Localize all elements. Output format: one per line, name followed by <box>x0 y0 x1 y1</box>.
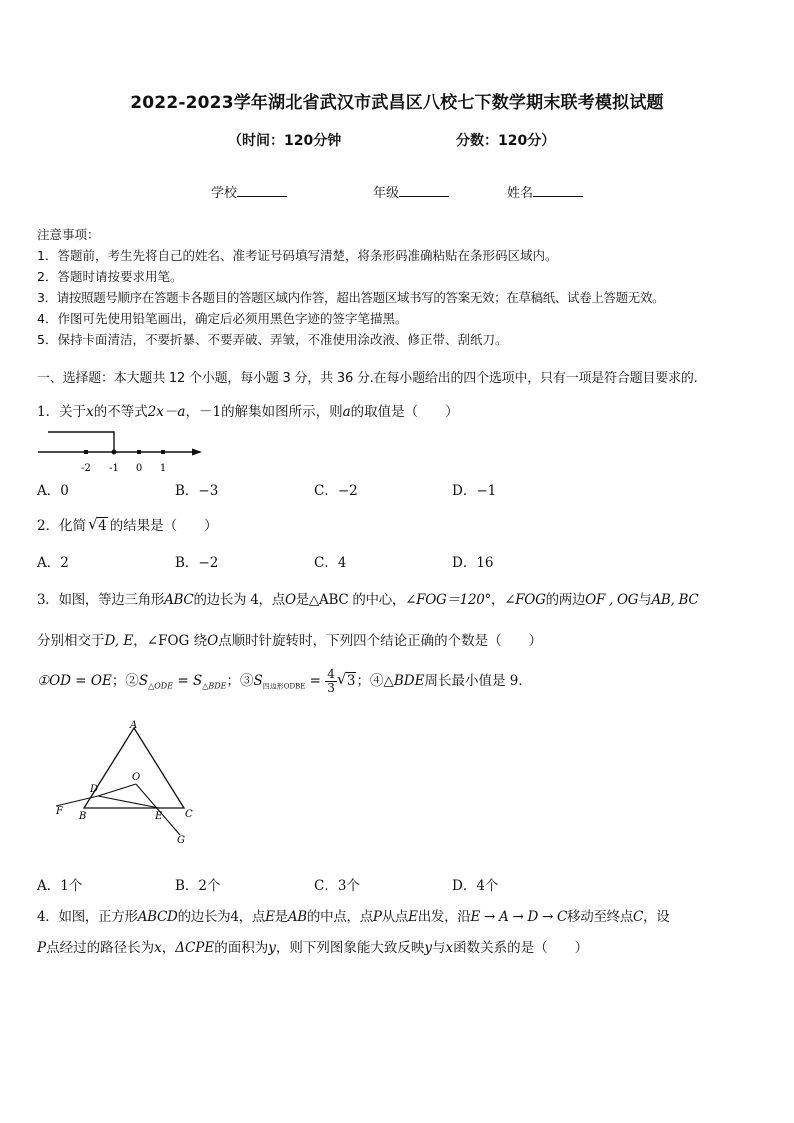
ray-of <box>56 796 98 806</box>
q3-text: ， <box>491 592 505 608</box>
q3-option-c[interactable]: C．3个 <box>314 878 360 894</box>
solution-set-bracket <box>48 432 114 452</box>
number-line-figure <box>34 426 214 474</box>
q4-text: ，设 <box>643 909 670 925</box>
q4-text: 函数关系的是（ ） <box>453 940 589 956</box>
q3-math: ∠FOG <box>504 592 546 608</box>
notes-block <box>37 224 664 350</box>
q2-option-b[interactable]: B．−2 <box>175 555 219 571</box>
q3-math: AB, BC <box>651 592 699 608</box>
question-3-line2 <box>37 629 542 649</box>
question-3-line1 <box>37 588 698 608</box>
q3-math: 四边形ODBE <box>262 682 306 691</box>
tick-label: 0 <box>135 463 143 474</box>
q3-text: ，∠FOG 绕 <box>133 633 208 649</box>
name-field <box>507 182 583 201</box>
q4-math: ΔCPE <box>175 940 215 956</box>
fraction <box>325 668 337 695</box>
q2-text: 2．化简 <box>37 518 87 534</box>
q2-text: 的结果是（ ） <box>109 518 218 534</box>
exam-time: （时间：120分钟 <box>228 133 342 149</box>
section-heading: 一、选择题：本大题共 12 个小题，每小题 3 分，共 36 分.在每小题给出的四个选项中，只有一项是符合题目要求的. <box>37 371 698 386</box>
q3-text: ；④ <box>356 673 384 689</box>
q3-text: ；③ <box>226 673 254 689</box>
fraction-denominator: 3 <box>327 681 335 695</box>
q1-option-a[interactable]: A．0 <box>37 483 69 499</box>
conclusion-1: ①OD = OE <box>37 673 112 689</box>
q4-text: 4．如图，正方形 <box>37 909 138 925</box>
q3-text: 点顺时针旋转时，下列四个结论正确的个数是（ ） <box>218 633 543 649</box>
q3-text: ；② <box>111 673 139 689</box>
q3-text: 的两边 <box>545 592 586 608</box>
q3-math: S <box>138 673 149 689</box>
school-blank[interactable] <box>237 183 287 197</box>
label-g: G <box>177 835 185 846</box>
q3-math: O <box>207 633 219 649</box>
q3-math: S <box>192 673 203 689</box>
label-c: C <box>185 809 193 820</box>
q4-text: 的边长为4，点 <box>177 909 266 925</box>
tick-label: -1 <box>109 463 119 474</box>
tick-label: 1 <box>159 463 167 474</box>
q3-option-d[interactable]: D．4个 <box>452 878 499 894</box>
q3-math: = <box>305 673 326 689</box>
q2-option-d[interactable]: D．16 <box>452 555 494 571</box>
radicand: 4 <box>98 518 107 534</box>
radical-icon: √ <box>336 670 347 688</box>
q3-text: 周长最小值是 9． <box>424 673 532 689</box>
tick-mark <box>161 450 165 454</box>
note-item: 2．答题时请按要求用笔。 <box>37 269 183 284</box>
triangle-figure <box>50 718 210 846</box>
q1-text: ，－1 <box>185 404 222 420</box>
q4-math: E <box>265 909 275 925</box>
q4-text: 出发，沿 <box>417 909 471 925</box>
school-field <box>211 182 287 201</box>
q3-math: ABC <box>164 592 194 608</box>
q3-math: △ODE <box>148 681 174 691</box>
q3-math: △BDE <box>202 681 227 691</box>
grade-label: 年级 <box>373 186 400 201</box>
q3-math: △BDE <box>383 673 425 689</box>
q3-option-b[interactable]: B．2个 <box>175 878 221 894</box>
q1-option-c[interactable]: C．−2 <box>314 483 358 499</box>
label-b: B <box>79 811 87 822</box>
q4-text: 是 <box>274 909 288 925</box>
radical-icon: √ <box>88 515 98 533</box>
q3-text: 是△ABC 的中心， <box>295 592 406 608</box>
label-d: D <box>90 784 99 795</box>
question-2 <box>37 514 218 534</box>
q4-math: C <box>633 909 644 925</box>
label-a: A <box>130 720 138 731</box>
q3-text: 的边长为 4，点 <box>193 592 285 608</box>
q4-text: 的中点，点 <box>306 909 373 925</box>
question-4-line1 <box>37 905 669 925</box>
label-f: F <box>56 806 63 817</box>
note-item: 1．答题前，考生先将自己的姓名、准考证号码填写清楚，将条形码准确粘贴在条形码区域内。 <box>37 248 558 263</box>
q1-var-a: a <box>342 404 351 420</box>
label-e: E <box>155 811 163 822</box>
school-label: 学校 <box>211 186 238 201</box>
name-label: 姓名 <box>507 186 534 201</box>
segment-do <box>98 784 136 796</box>
q4-text: ，则下列图象能大致反映 <box>275 940 425 956</box>
q1-text: 1．关于 <box>37 404 87 420</box>
q1-text: 的不等式 <box>93 404 148 420</box>
q1-option-d[interactable]: D．−1 <box>452 483 497 499</box>
question-3-conclusions <box>37 668 532 695</box>
q3-math: ∠FOG＝120° <box>405 592 492 608</box>
q3-math: D, E <box>104 633 134 649</box>
sqrt-expression <box>88 515 108 534</box>
q3-math: S <box>253 673 263 689</box>
q4-math: P <box>37 940 47 956</box>
q4-text: 的面积为 <box>214 940 269 956</box>
radicand: 3 <box>346 673 356 689</box>
q3-math: OF , OG <box>585 592 639 608</box>
q3-option-a[interactable]: A．1个 <box>37 878 83 894</box>
tick-mark <box>137 450 141 454</box>
note-item: 5．保持卡面清洁，不要折暴、不要弄破、弄皱，不准使用涂改液、修正带、刮纸刀。 <box>37 332 508 347</box>
note-item: 4．作图可先使用铅笔画出，确定后必须用黑色字迹的签字笔描黑。 <box>37 311 408 326</box>
q1-option-b[interactable]: B．−3 <box>175 483 219 499</box>
q4-math: E <box>408 909 418 925</box>
q1-text: 的取值是（ ） <box>350 404 459 420</box>
q4-math: AB <box>287 909 307 925</box>
q3-text: 与 <box>638 592 652 608</box>
tick-mark <box>84 450 88 454</box>
q1-var-x: x <box>86 404 94 420</box>
q4-math: P <box>372 909 382 925</box>
q4-text: 点经过的路径长为 <box>46 940 155 956</box>
note-item: 3．请按照题号顺序在答题卡各题目的答题区域内作答，超出答题区域书写的答案无效；在草稿纸、试卷上答题无效。 <box>37 290 665 305</box>
q4-math: y <box>424 940 433 956</box>
q1-expr: 2x－a <box>147 404 186 420</box>
q4-math: y <box>268 940 276 956</box>
question-1 <box>37 400 459 420</box>
q3-text: 分别相交于 <box>37 633 105 649</box>
q3-math: O <box>284 592 296 608</box>
label-o: O <box>132 772 141 783</box>
q4-text: 与 <box>432 940 446 956</box>
q4-math: E → A → D → C <box>470 909 568 925</box>
q4-text: 从点 <box>381 909 409 925</box>
q3-text: 3．如图，等边三角形 <box>37 592 165 608</box>
tick-label: -2 <box>81 463 91 474</box>
axis-arrow-icon <box>192 449 202 456</box>
solution-endpoint-dot <box>112 450 117 455</box>
q4-text: ， <box>161 940 176 956</box>
q2-option-a[interactable]: A．2 <box>37 555 69 571</box>
grade-blank[interactable] <box>399 183 449 197</box>
notes-heading: 注意事项： <box>37 227 100 242</box>
q3-math: = <box>173 673 193 689</box>
q2-option-c[interactable]: C．4 <box>314 555 347 571</box>
page-title: 2022-2023学年湖北省武汉市武昌区八校七下数学期末联考模拟试题 <box>130 93 664 113</box>
q4-text: 移动至终点 <box>567 909 634 925</box>
question-4-line2 <box>37 936 588 956</box>
name-blank[interactable] <box>533 183 583 197</box>
grade-field <box>373 182 449 201</box>
q1-text: 的解集如图所示，则 <box>221 404 343 420</box>
segment-de <box>98 796 159 808</box>
q4-math: x <box>445 940 454 956</box>
fraction-numerator: 4 <box>327 667 335 681</box>
exam-score: 分数：120分） <box>456 133 556 149</box>
q4-math: ABCD <box>137 909 178 925</box>
q4-math: x <box>154 940 162 956</box>
sqrt-expression <box>336 670 357 689</box>
